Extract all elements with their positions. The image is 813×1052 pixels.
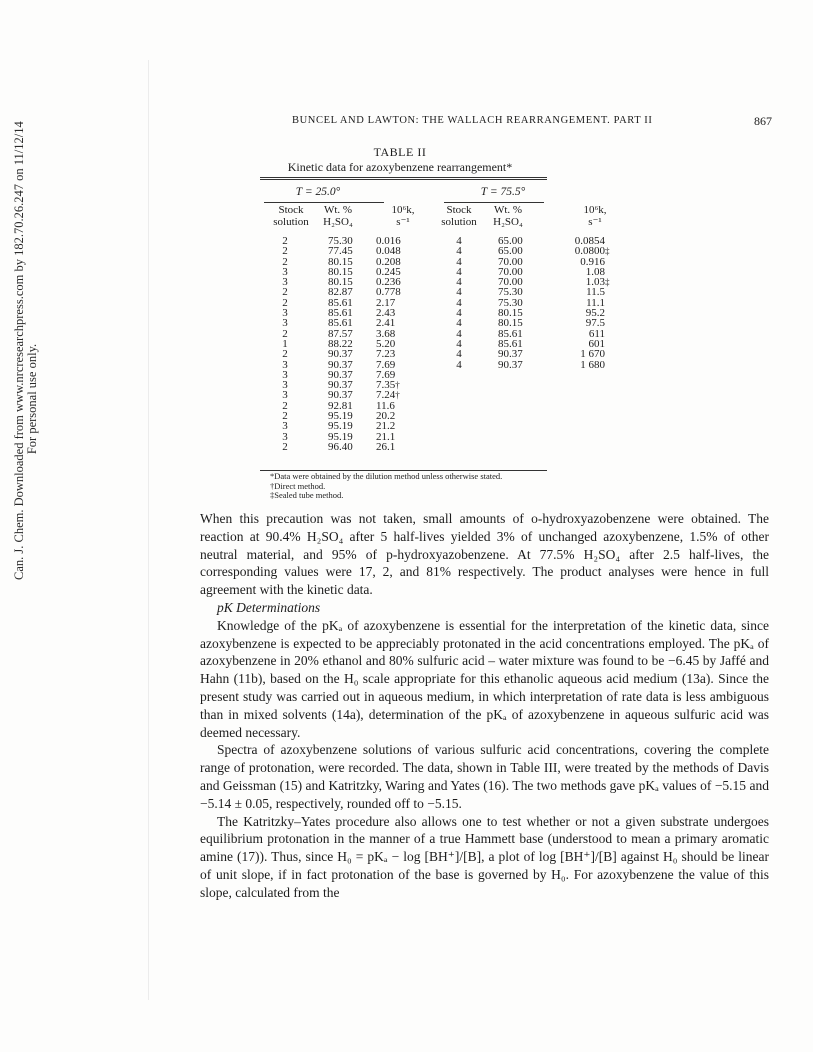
table-cell: 2 [282, 348, 288, 361]
table-cell: 0.916 [580, 255, 605, 268]
table-top-rule-double [260, 179, 547, 180]
table-cell: 87.57 [328, 327, 353, 340]
table-cell: 3 [282, 389, 288, 402]
table-cell: 90.37 [498, 358, 523, 371]
table-cell: 7.23 [376, 348, 396, 361]
table-cell: 95.2 [585, 307, 605, 320]
table-cell: 0.048 [376, 245, 401, 258]
table-cell: 95.19 [328, 430, 353, 443]
table-cell: 21.2 [376, 420, 396, 433]
page-edge-line [148, 60, 149, 1000]
table-cell: 0.0854 [574, 235, 605, 247]
table-cell: 3 [282, 265, 288, 278]
table-cell: 0.236 [376, 276, 401, 289]
table-cell: 65.00 [498, 235, 523, 247]
table-footnotes [270, 472, 502, 501]
table-cell: 2.17 [376, 296, 396, 309]
table-cell: 80.15 [328, 276, 353, 289]
right-wt-column [498, 236, 548, 370]
table-cell: 2 [282, 255, 288, 268]
table-cell: 80.15 [328, 255, 353, 268]
table-cell: 90.37 [328, 389, 353, 402]
table-cell: 90.37 [328, 358, 353, 371]
page-number: 867 [754, 114, 772, 128]
table-cell: 1 680 [580, 358, 605, 371]
table-cell: 4 [456, 296, 462, 309]
paragraph-katritzky-yates: The Katritzky–Yates procedure also allows one to test whether or not a given substrate undergoes equilibrium protonation in the manner of a true Hammett base (understood to mean a primary aromatic amine (17)). Thus, since H₀ = pKₐ − log [BH⁺]/[B], a plot of log [BH⁺]/[B] against H₀ should be linear of unit slope, if in fact protonation of the base is governed by H₀. For azoxybenzene the value of this slope, calculated from the [200, 813, 769, 900]
table-cell: 5.20 [376, 337, 396, 350]
table-cell: 7.24† [376, 389, 400, 402]
paragraph-product-analysis: When this precaution was not taken, small amounts of o-hydroxyazobenzene were obtained. The reaction at 90.4% H₂SO₄ after 5 half-lives yielded 3% of unchanged azoxybenzene, 1.5% of other neutral material, and 95% of p-hydroxyazobenzene. At 77.5% H₂SO₄ after 2.5 half-lives, the corresponding values were 17, 2, and 81% respectively. The product analyses were hence in full agreement with the kinetic data. [200, 511, 769, 598]
table-cell: 20.2 [376, 410, 396, 423]
footnote-sealed: ‡Sealed tube method. [270, 490, 344, 500]
table-cell: 7.35† [376, 379, 400, 392]
table-cell: 1.08 [585, 265, 605, 278]
footnote-dilution: *Data were obtained by the dilution method unless otherwise stated. [270, 471, 503, 481]
left-wt-column [328, 236, 378, 452]
table-cell: 2 [282, 235, 288, 247]
right-section-heading: T = 75.5° [480, 186, 526, 198]
table-cell: 75.30 [498, 296, 523, 309]
table-cell: 26.1 [376, 440, 396, 453]
table-cell: 3 [282, 358, 288, 371]
table-cell: 4 [456, 337, 462, 350]
table-cell: 11.1 [586, 296, 605, 309]
table-cell: 70.00 [498, 265, 523, 278]
left-section-rule [264, 202, 384, 203]
table-cell: 4 [456, 358, 462, 371]
right-wt-header: Wt. % H₂SO₄ [493, 204, 523, 228]
table-cell: 2 [282, 286, 288, 299]
table-cell: 85.61 [328, 296, 353, 309]
download-notice: Can. J. Chem. Downloaded from www.nrcresearchpress.com by 182.70.26.247 on 11/12/14 [12, 121, 26, 580]
table-cell: 65.00 [498, 245, 523, 258]
table-cell: 85.61 [498, 337, 523, 350]
running-head: BUNCEL AND LAWTON: THE WALLACH REARRANGEMENT. PART II [292, 115, 653, 126]
table-cell: 0.245 [376, 265, 401, 278]
table-cell: 0.0800‡ [574, 245, 610, 258]
left-stock-column [260, 236, 310, 452]
table-cell: 88.22 [328, 337, 353, 350]
table-cell: 85.61 [328, 317, 353, 330]
table-cell: 77.45 [328, 245, 353, 258]
table-top-rule [260, 177, 547, 178]
table-cell: 3 [282, 317, 288, 330]
table-cell: 4 [456, 255, 462, 268]
table-cell: 85.61 [498, 327, 523, 340]
right-rate-column [555, 235, 610, 371]
personal-use-notice: For personal use only. [25, 343, 39, 455]
table-cell: 11.5 [586, 286, 605, 299]
table-cell: 97.5 [585, 317, 605, 330]
table-cell: 601 [588, 337, 605, 350]
table-cell: 3 [282, 430, 288, 443]
table-cell: 611 [588, 327, 605, 340]
table-cell: 3.68 [376, 327, 396, 340]
table-cell: 3 [282, 307, 288, 320]
paragraph-pk-knowledge: Knowledge of the pKₐ of azoxybenzene is essential for the interpretation of the kinetic data, since azoxybenzene is expected to be appreciably protonated in the acid concentrations employed. The pKₐ of azoxybenzene in 20% ethanol and 80% sulfuric acid – water mixture was found to be −6.45 by Jaffé and Hahn (11b), based on the H₀ scale appropriate for this ethanolic aqueous acid medium (13a). Since the present study was carried out in aqueous medium, in which interpretation of rate data is less ambiguous than in mixed solvents (14a), determination of the pKₐ of azoxybenzene in aqueous sulfuric acid was deemed necessary. [200, 617, 769, 740]
table-cell: 4 [456, 265, 462, 278]
table-cell: 21.1 [376, 430, 396, 443]
table-cell: 1.03‡ [585, 276, 610, 289]
table-cell: 80.15 [328, 265, 353, 278]
table-cell: 70.00 [498, 276, 523, 289]
table-cell: 7.69 [376, 358, 396, 371]
table-cell: 90.37 [328, 368, 353, 381]
table-cell: 90.37 [498, 348, 523, 361]
table-cell: 70.00 [498, 255, 523, 268]
table-cell: 2 [282, 327, 288, 340]
table-cell: 4 [456, 348, 462, 361]
table-cell: 90.37 [328, 379, 353, 392]
section-title-pk: pK Determinations [217, 599, 321, 615]
right-stock-column [434, 236, 484, 370]
table-cell: 4 [456, 307, 462, 320]
table-cell: 4 [456, 276, 462, 289]
table-cell: 4 [456, 317, 462, 330]
table-cell: 4 [456, 286, 462, 299]
table-cell: 75.30 [328, 235, 353, 247]
table-cell: 3 [282, 368, 288, 381]
table-cell: 11.6 [376, 399, 395, 412]
footnote-direct: †Direct method. [270, 480, 326, 491]
table-title: TABLE II [373, 145, 427, 159]
paragraph-spectra: Spectra of azoxybenzene solutions of various sulfuric acid concentrations, covering the complete range of protonation, were recorded. The data, shown in Table III, were treated by the methods of Davis and Geissman (15) and Katritzky, Waring and Yates (16). The two methods gave pKₐ values of −5.15 and −5.14 ± 0.05, respectively, rounded off to −5.15. [200, 742, 769, 811]
left-stock-header: Stock solution [273, 204, 309, 228]
table-cell: 0.016 [376, 235, 401, 247]
left-rate-column [376, 236, 436, 452]
table-cell: 2 [282, 399, 288, 412]
table-cell: 2 [282, 440, 288, 453]
download-watermark [4, 121, 48, 580]
left-section-heading: T = 25.0° [295, 186, 341, 198]
table-cell: 82.87 [328, 286, 353, 299]
table-cell: 0.208 [376, 255, 401, 268]
table-cell: 90.37 [328, 348, 353, 361]
table-cell: 96.40 [328, 440, 353, 453]
table-cell: 4 [456, 245, 462, 258]
table-cell: 2 [282, 296, 288, 309]
table-cell: 92.81 [328, 399, 353, 412]
table-cell: 75.30 [498, 286, 523, 299]
page-header [292, 115, 772, 129]
table-cell: 1 [282, 337, 288, 350]
table-cell: 80.15 [498, 317, 523, 330]
table-cell: 4 [456, 235, 462, 247]
table-cell: 95.19 [328, 420, 353, 433]
table-cell: 80.15 [498, 307, 523, 320]
table-cell: 0.778 [376, 286, 401, 299]
table-caption: Kinetic data for azoxybenzene rearrangement* [287, 160, 513, 174]
left-rate-header: 10⁶k, s⁻¹ [391, 204, 415, 228]
table-cell: 3 [282, 420, 288, 433]
left-wt-header: Wt. % H₂SO₄ [323, 204, 353, 228]
right-rate-header: 10⁶k, s⁻¹ [583, 204, 607, 228]
table-cell: 95.19 [328, 410, 353, 423]
table-cell: 2.43 [376, 307, 396, 320]
table-cell: 2 [282, 410, 288, 423]
table-cell: 7.69 [376, 368, 396, 381]
table-cell: 3 [282, 379, 288, 392]
table-cell: 1 670 [580, 348, 605, 361]
table-cell: 2 [282, 245, 288, 258]
table-cell: 3 [282, 276, 288, 289]
right-stock-header: Stock solution [441, 204, 477, 228]
right-section-rule [444, 202, 544, 203]
body-text [200, 510, 769, 902]
table-cell: 85.61 [328, 307, 353, 320]
table-cell: 2.41 [376, 317, 396, 330]
table-cell: 4 [456, 327, 462, 340]
